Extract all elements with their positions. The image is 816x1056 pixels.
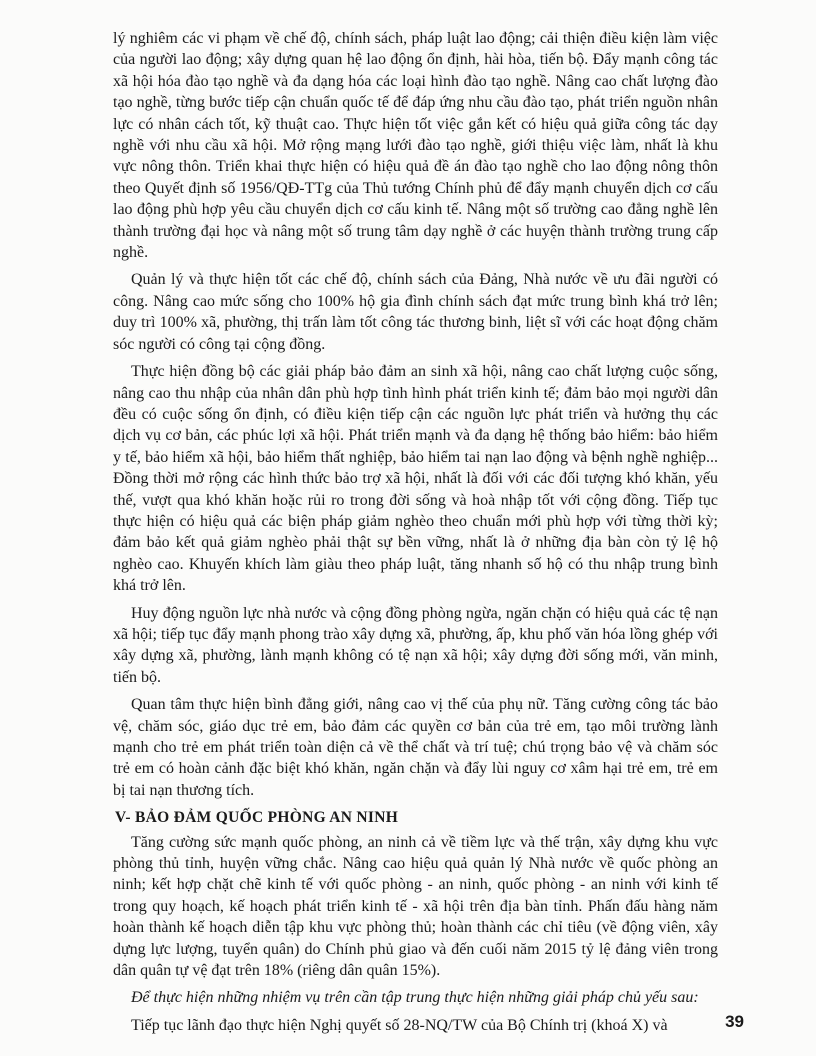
section-heading: V- BẢO ĐẢM QUỐC PHÒNG AN NINH	[115, 809, 399, 827]
paragraph: Quan tâm thực hiện bình đẳng giới, nâng cao vị thế của phụ nữ. Tăng cường công tác bảo vệ, chăm sóc, giáo dục trẻ em, bảo đảm các quyền cơ bản của trẻ em, tạo môi trường lành mạnh cho trẻ em phát triển toàn diện cả về thể chất và trí tuệ; chú trọng bảo vệ và chăm sóc trẻ em có hoàn cảnh đặc biệt khó khăn, ngăn chặn và đẩy lùi nguy cơ xâm hại trẻ em, trẻ em bị tai nạn thương tích.	[113, 696, 718, 799]
page-number: 39	[725, 1012, 744, 1031]
text-column	[113, 28, 718, 1042]
paragraph: Tăng cường sức mạnh quốc phòng, an ninh cả về tiềm lực và thế trận, xây dựng khu vực phòng thủ tỉnh, huyện vững chắc. Nâng cao hiệu quả quản lý Nhà nước về quốc phòng an ninh; kết hợp chặt chẽ kinh tế với quốc phòng - an ninh, quốc phòng - an ninh với kinh tế trong quy hoạch, kế hoạch phát triển kinh tế - xã hội trên địa bàn tỉnh. Phấn đấu hàng năm hoàn thành kế hoạch diễn tập khu vực phòng thủ; hoàn thành các chỉ tiêu (về động viên, xây dựng lực lượng, tuyển quân) do Chính phủ giao và đến cuối năm 2015 tỷ lệ đảng viên trong dân quân tự vệ đạt trên 18% (riêng dân quân 15%).	[113, 833, 718, 980]
paragraph: Huy động nguồn lực nhà nước và cộng đồng phòng ngừa, ngăn chặn có hiệu quả các tệ nạn xã hội; tiếp tục đẩy mạnh phong trào xây dựng xã, phường, ấp, khu phố văn hóa lồng ghép với xây dựng xã, phường, lành mạnh không có tệ nạn xã hội; xây dựng đời sống mới, văn minh, tiến bộ.	[113, 604, 718, 686]
paragraph: lý nghiêm các vi phạm về chế độ, chính sách, pháp luật lao động; cải thiện điều kiện làm việc của người lao động; xây dựng quan hệ lao động ổn định, hài hòa, tiến bộ. Đẩy mạnh công tác xã hội hóa đào tạo nghề và đa dạng hóa các loại hình đào tạo nghề. Nâng cao chất lượng đào tạo nghề, từng bước tiếp cận chuẩn quốc tế để đáp ứng nhu cầu đào tạo, phát triển nguồn nhân lực có nhân cách tốt, kỹ thuật cao. Thực hiện tốt việc gắn kết có hiệu quả giữa công tác dạy nghề với nhu cầu xã hội. Mở rộng mạng lưới đào tạo nghề, giới thiệu việc làm, nhất là khu vực nông thôn. Triển khai thực hiện có hiệu quả đề án đào tạo nghề cho lao động nông thôn theo Quyết định số 1956/QĐ-TTg của Thủ tướng Chính phủ để đẩy mạnh chuyển dịch cơ cấu lao động phù hợp yêu cầu chuyển dịch cơ cấu kinh tế. Nâng một số trường cao đẳng nghề lên thành trường đại học và nâng một số trung tâm dạy nghề ở các huyện thành trường trung cấp nghề.	[113, 30, 718, 262]
paragraph: Tiếp tục lãnh đạo thực hiện Nghị quyết số 28-NQ/TW của Bộ Chính trị (khoá X) và	[131, 1016, 668, 1034]
italic-paragraph: Để thực hiện những nhiệm vụ trên cần tập trung thực hiện những giải pháp chủ yếu sau:	[131, 989, 699, 1007]
paragraph: Quản lý và thực hiện tốt các chế độ, chính sách của Đảng, Nhà nước về ưu đãi người có công. Nâng cao mức sống cho 100% hộ gia đình chính sách đạt mức trung bình khá trở lên; duy trì 100% xã, phường, thị trấn làm tốt công tác thương binh, liệt sĩ với các hoạt động chăm sóc người có công tại cộng đồng.	[113, 271, 718, 353]
paragraph: Thực hiện đồng bộ các giải pháp bảo đảm an sinh xã hội, nâng cao chất lượng cuộc sống, nâng cao thu nhập của nhân dân phù hợp tình hình phát triển kinh tế; đảm bảo mọi người dân đều có cuộc sống ổn định, có điều kiện tiếp cận các nguồn lực phát triển và hưởng thụ các dịch vụ cơ bản, các phúc lợi xã hội. Phát triển mạnh và đa dạng hệ thống bảo hiểm: bảo hiểm y tế, bảo hiểm xã hội, bảo hiểm thất nghiệp, bảo hiểm tai nạn lao động và bệnh nghề nghiệp... Đồng thời mở rộng các hình thức bảo trợ xã hội, nhất là đối với các đối tượng khó khăn, yếu thế, vượt qua khó khăn hoặc rủi ro trong đời sống và hoà nhập tốt với cộng đồng. Tiếp tục thực hiện có hiệu quả các biện pháp giảm nghèo theo chuẩn mới phù hợp với từng thời kỳ; đảm bảo kết quả giảm nghèo phải thật sự bền vững, nhất là ở những địa bàn còn tỷ lệ hộ nghèo cao. Khuyến khích làm giàu theo pháp luật, tăng nhanh số hộ có thu nhập trung bình khá trở lên.	[113, 363, 718, 595]
